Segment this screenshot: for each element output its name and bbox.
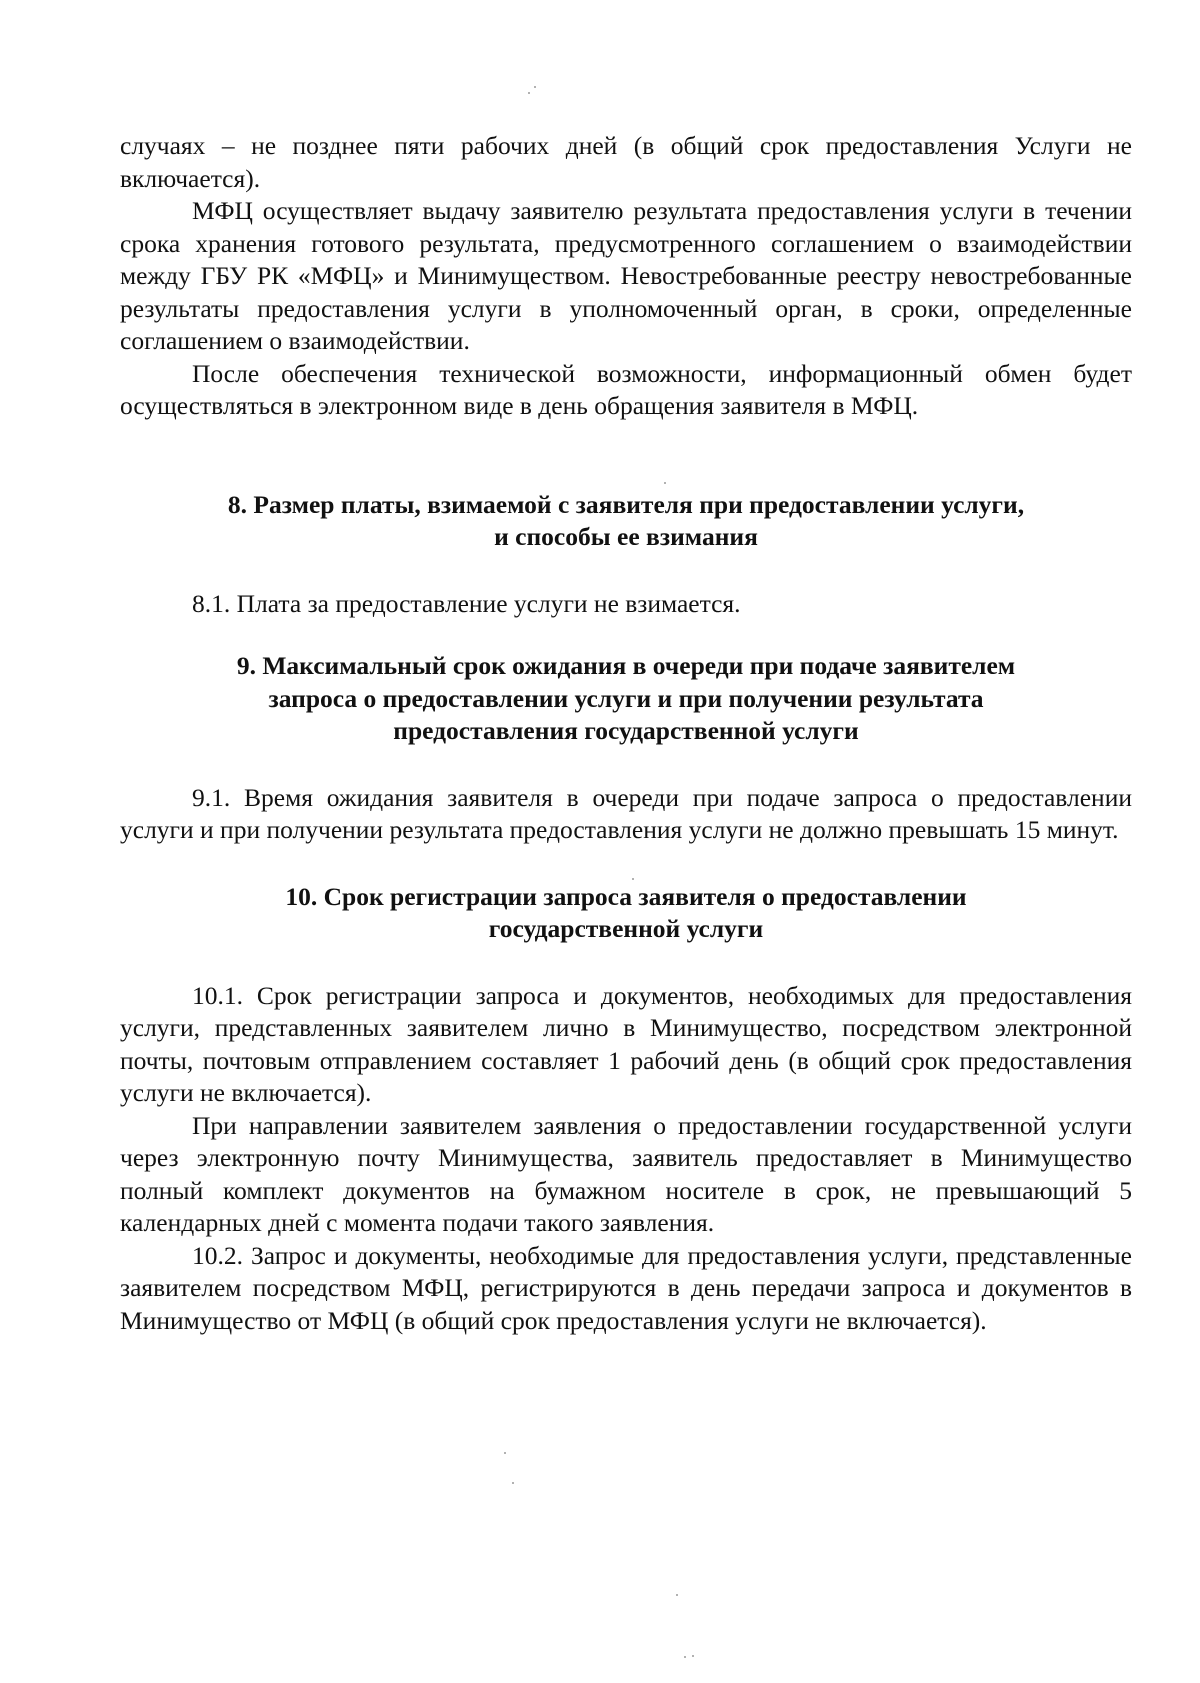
section-10-heading-line: государственной услуги	[488, 914, 764, 943]
section-9-heading-line: 9. Максимальный срок ожидания в очереди при подаче заявителем	[236, 651, 1016, 680]
spacer	[120, 620, 1132, 650]
spacer	[120, 423, 1132, 489]
scan-speck	[632, 878, 634, 880]
section-9-heading-line: запроса о предоставлении услуги и при получении результата	[268, 683, 984, 713]
section-9-heading	[120, 650, 1132, 748]
scan-speck	[684, 1656, 686, 1658]
paragraph-mfc-issuance: МФЦ осуществляет выдачу заявителю результата предоставления услуги в течении срока хранения готового результата, предусмотренного соглашением о взаимодействии между ГБУ РК «МФЦ» и Минимуществом. Невостребованные реестру невостребованные результаты предоставления услуги в уполномоченный орган, в сроки, определенные соглашением о взаимодействии.	[120, 196, 1132, 355]
scan-speck	[504, 1452, 506, 1454]
paragraph-continuation: случаях – не позднее пяти рабочих дней (в общий срок предоставления Услуги не включается).	[120, 131, 1132, 193]
section-9-heading-line: предоставления государственной услуги	[393, 716, 859, 745]
paragraph-electronic-exchange: После обеспечения технической возможности, информационный обмен будет осуществляться в электронном виде в день обращения заявителя в МФЦ.	[120, 358, 1132, 420]
scan-speck	[664, 482, 666, 484]
section-10-heading-line: 10. Срок регистрации запроса заявителя о предоставлении	[285, 881, 967, 911]
scan-speck	[512, 1482, 514, 1484]
spacer	[120, 946, 1132, 980]
section-10-heading	[120, 881, 1132, 946]
scan-speck	[534, 86, 536, 88]
spacer	[120, 847, 1132, 881]
paragraph-10-1-email: При направлении заявителем заявления о предоставлении государственной услуги через электронную почту Минимущества, заявитель предоставляет в Минимущество полный комплект документов на бумажном носителе в срок, не превышающий 5 календарных дней с момента подачи такого заявления.	[120, 1110, 1132, 1237]
section-8-heading	[120, 489, 1132, 554]
paragraph-9-1: 9.1. Время ожидания заявителя в очереди при подаче запроса о предоставлении услуги и при получении результата предоставления услуги не должно превышать 15 минут.	[120, 782, 1132, 844]
spacer	[120, 748, 1132, 782]
scan-speck	[676, 1594, 678, 1596]
scan-speck	[528, 92, 530, 94]
spacer	[120, 554, 1132, 588]
paragraph-10-1: 10.1. Срок регистрации запроса и документов, необходимых для предоставления услуги, представленных заявителем лично в Минимущество, посредством электронной почты, почтовым отправлением составляет 1 рабочий день (в общий срок предоставления услуги не включается).	[120, 980, 1132, 1107]
scan-speck	[692, 1655, 694, 1657]
document-body	[120, 130, 1132, 1337]
section-8-heading-line: 8. Размер платы, взимаемой с заявителя при предоставлении услуги,	[227, 489, 1025, 519]
paragraph-10-2: 10.2. Запрос и документы, необходимые для предоставления услуги, представленные заявителем посредством МФЦ, регистрируются в день передачи запроса и документов в Минимущество от МФЦ (в общий срок предоставления услуги не включается).	[120, 1240, 1132, 1335]
paragraph-8-1: 8.1. Плата за предоставление услуги не взимается.	[192, 588, 741, 618]
section-8-heading-line: и способы ее взимания	[494, 522, 758, 551]
